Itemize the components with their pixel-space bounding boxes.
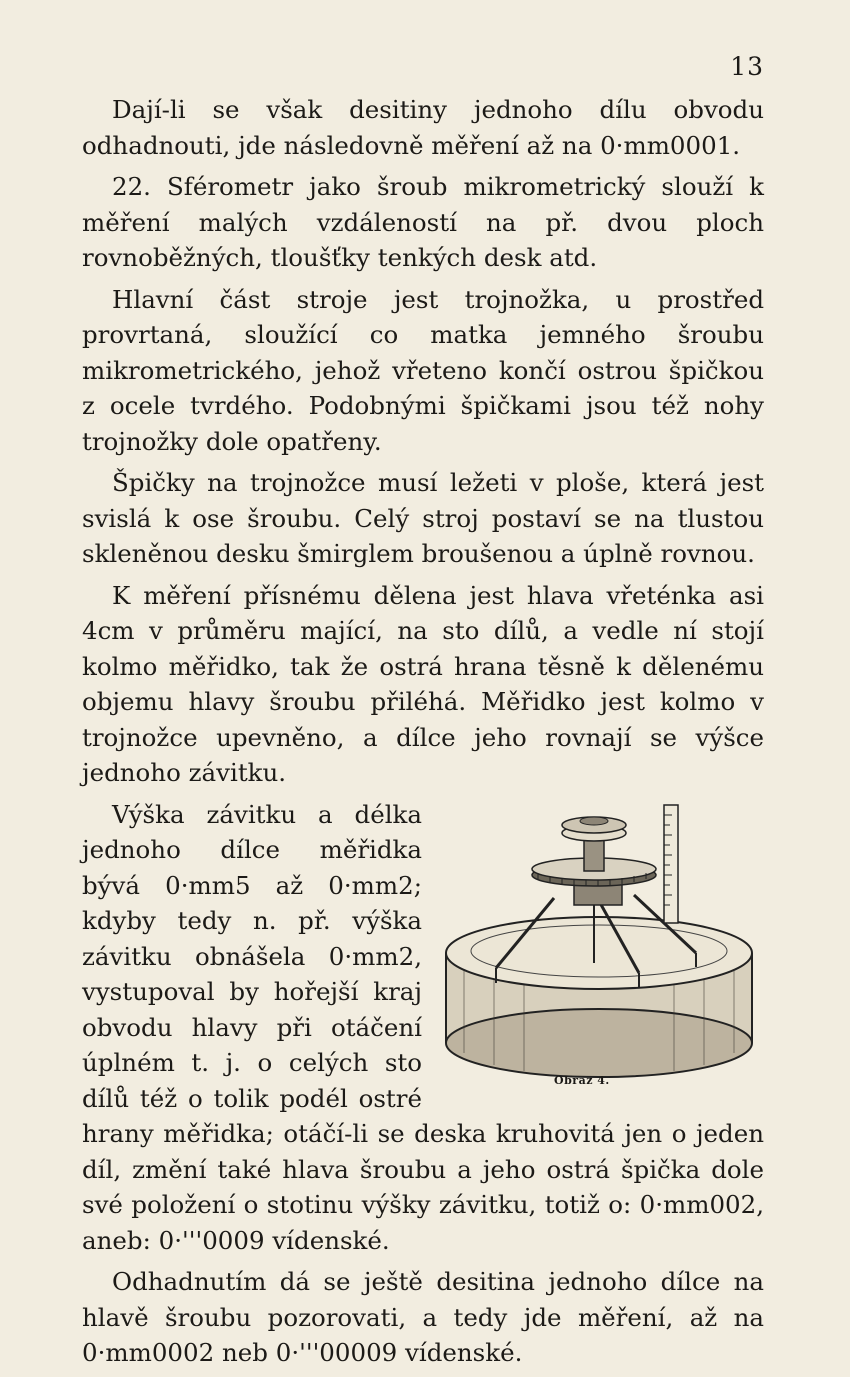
spherometer-figure [434,803,764,1103]
page-number: 13 [730,52,764,81]
spherometer-illustration-icon [434,803,764,1083]
paragraph-5: K měření přísnému dělena jest hlava vřeténka asi 4cm v průměru mající, na sto dílů, a vedle ní stojí kolmo měřidko, tak že ostrá hrana těsně k dělenému objemu hlavy šroubu přiléhá. Měřidko jest kolmo v trojnožce upevněno, a dílce jeho rovnají se výšce jednoho závitku. [82,580,764,787]
figure-caption: Obraz 4. [554,1074,610,1087]
paragraph-1: Dají-li se však desitiny jednoho dílu obvodu odhadnouti, jde následovně měření až na 0·mm0001. [82,95,764,160]
paragraph-6: Výška závitku a délka jednoho dílce měřidka bývá 0·mm5 až 0·mm2; kdyby tedy n. př. výška závitku obnášela 0·mm2, vystupoval by hořejší kraj obvodu hlavy při otáčení úplném t. j. o celých sto dílů též o tolik podél ostré hrany měřidka; otáčí-li se deska kruhovitá jen o jeden díl, změní také hlava šroubu a jeho ostrá špička dole své položení o stotinu výšky závitku, totiž o: 0·mm002, aneb: 0·'''0009 vídenské. [82,799,764,1255]
paragraph-4: Špičky na trojnožce musí ležeti v ploše, která jest svislá k ose šroubu. Celý stroj postaví se na tlustou skleněnou desku šmirglem broušenou a úplně rovnou. [82,468,764,568]
page-body [82,92,764,1377]
paragraph-3: Hlavní část stroje jest trojnožka, u prostřed provrtaná, sloužící co matka jemného šroubu mikrometrického, jehož vřeteno končí ostrou špičkou z ocele tvrdého. Podobnými špičkami jsou též nohy trojnožky dole opatřeny. [82,284,764,456]
paragraph-7: Odhadnutím dá se ještě desitina jednoho dílce na hlavě šroubu pozorovati, a tedy jde měření, až na 0·mm0002 neb 0·'''00009 vídenské. [82,1267,764,1367]
paragraph-2: 22. Sférometr jako šroub mikrometrický slouží k měření malých vzdáleností na př. dvou ploch rovnoběžných, tloušťky tenkých desk atd. [82,172,764,272]
